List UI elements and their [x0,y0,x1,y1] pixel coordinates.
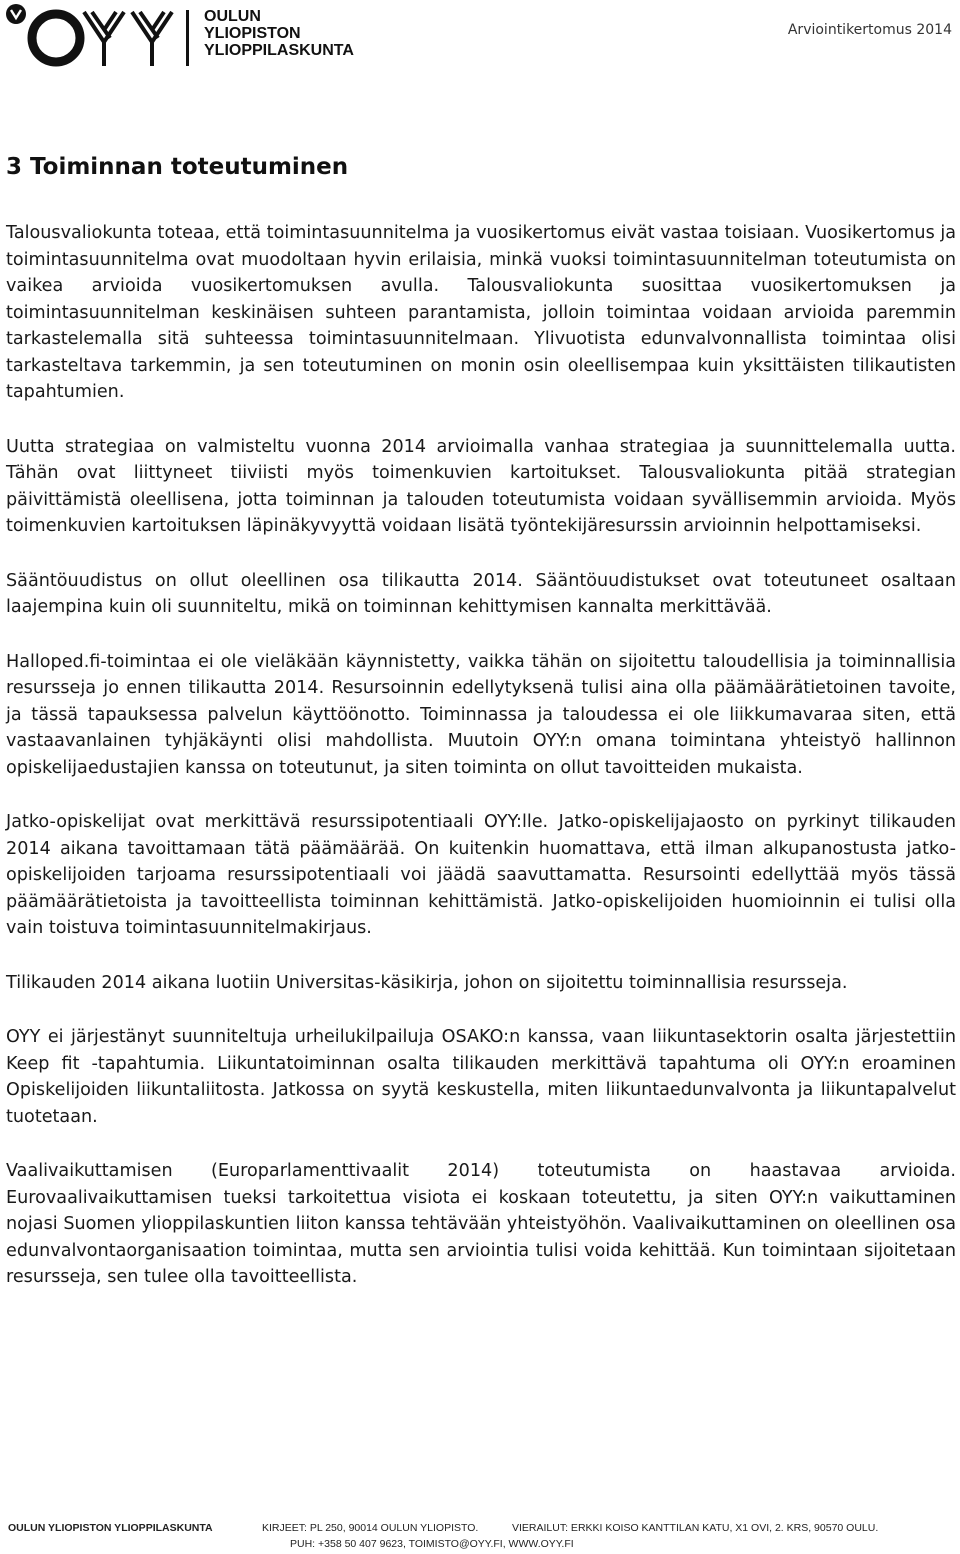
paragraph: Vaalivaikuttamisen (Europarlamenttivaalit 2014) toteutumista on haastavaa arvioida. Eurovaalivaikuttamisen tueksi tarkoitettua visiota ei koskaan toteutettu, ja siten OYY:n vaikuttaminen nojasi Suomen ylioppilaskuntien liiton kanssa tehtävään yhteistyöhön. Vaalivaikuttaminen on oleellinen osa edunvalvontaorganisaation toimintaa, mutta sen arviointia tulisi voida kehittää. Kun toimintaan sijoitetaan resursseja, sen tulee olla tavoitteellista. [6,1161,956,1287]
paragraph: Tilikauden 2014 aikana luotiin Universitas-käsikirja, johon on sijoitettu toiminnallisia resursseja. [6,972,848,993]
org-name-line: OULUN [204,8,261,25]
footer-org-name: OULUN YLIOPISTON YLIOPPILASKUNTA [8,1522,213,1534]
paragraph: Jatko-opiskelijat ovat merkittävä resurssipotentiaali OYY:lle. Jatko-opiskelijajaosto on pyrkinyt tilikauden 2014 aikana tavoittamaan tätä päämäärää. On kuitenkin huomattava, että ilman alkupanostusta jatko-opiskelijoiden tarjoama resurssipotentiaali voi jäädä saavuttamatta. Resursointi edellyttää myös tässä päämäärätietoista ja tavoitteellista toiminnan kehittämistä. Jatko-opiskelijoiden huomioinnin ei tulisi olla vain toistuva toimintasuunnitelmakirjaus. [6,812,956,938]
footer-visiting-address: VIERAILUT: ERKKI KOISO KANTTILAN KATU, X1 OVI, 2. KRS, 90570 OULU. [512,1522,879,1534]
paragraph: Talousvaliokunta toteaa, että toimintasuunnitelma ja vuosikertomus eivät vastaa toisiaan. Vuosikertomus ja toimintasuunnitelma ovat muodoltaan hyvin erilaisia, minkä vuoksi toimintasuunnitelman toteutumista on vaikea arvioida vuosikertomuksen avulla. Talousvaliokunta suosittaa vuosikertomuksen ja toimintasuunnitelman keskinäisen suhteen parantamista, jolloin toimintaa voidaan arvioida paremmin tarkastelemalla sitä suhteessa toimintasuunnitelmaan. Ylivuotista edunvalvonnallista toimintaa olisi tarkasteltava tarkemmin, ja sen toteutuminen on monin osin oleellisempaa kuin yksittäisten tilikautisten tapahtumien. [6,223,956,402]
org-name [204,8,354,59]
paragraph: Sääntöuudistus on ollut oleellinen osa tilikautta 2014. Sääntöuudistukset ovat toteutuneet osaltaan laajempina kuin oli suunniteltu, mikä on toiminnan kehittymisen kannalta merkittävää. [6,570,956,617]
org-name-line: YLIOPPILASKUNTA [204,42,354,59]
page-header [0,0,960,80]
oyy-logo [4,2,194,68]
footer-contact: PUH: +358 50 407 9623, TOIMISTO@OYY.FI, WWW.OYY.FI [290,1538,574,1550]
org-name-line: YLIOPISTON [204,25,301,42]
paragraph: Uutta strategiaa on valmisteltu vuonna 2014 arvioimalla vanhaa strategiaa ja suunnittelemalla uutta. Tähän ovat liittyneet tiiviisti myös toimenkuvien kartoitukset. Talousvaliokunta pitää strategian päivittämistä oleellisena, jotta toiminnan ja talouden toteutumista voidaan syvällisemmin arvioida. Myös toimenkuvien kartoituksen läpinäkyvyyttä voidaan lisätä työntekijäresurssin arvioinnin helpottamiseksi. [6,436,956,536]
document-body [6,150,956,1319]
section-heading: 3 Toiminnan toteutuminen [6,154,349,180]
paragraph: Halloped.fi-toimintaa ei ole vieläkään käynnistetty, vaikka tähän on sijoitettu taloudellisia ja toiminnallisia resursseja jo ennen tilikautta 2014. Resursoinnin edellytyksenä tulisi aina olla päämäärätietoinen tavoite, ja tässä tapauksessa palvelun käyttöönotto. Toiminnassa ja taloudessa ei ole liikkumavaraa siten, että vastaavanlainen tyhjäkäynti olisi mahdollista. Muutoin OYY:n omana toimintana yhteistyö hallinnon opiskelijaedustajien kanssa on toteutunut, ja siten toiminta on ollut tavoitteiden mukaista. [6,651,956,778]
footer-mail-address: KIRJEET: PL 250, 90014 OULUN YLIOPISTO. [262,1522,479,1534]
paragraph: OYY ei järjestänyt suunniteltuja urheilukilpailuja OSAKO:n kanssa, vaan liikuntasektorin osalta järjestettiin Keep fit -tapahtumia. Liikuntatoiminnan osalta tilikauden merkittävä tapahtuma oli OYY:n eroaminen Opiskelijoiden liikuntaliitosta. Jatkossa on syytä keskustella, miten liikuntaedunvalvonta ja liikuntapalvelut tuotetaan. [6,1027,956,1127]
document-title: Arviointikertomus 2014 [787,22,952,38]
